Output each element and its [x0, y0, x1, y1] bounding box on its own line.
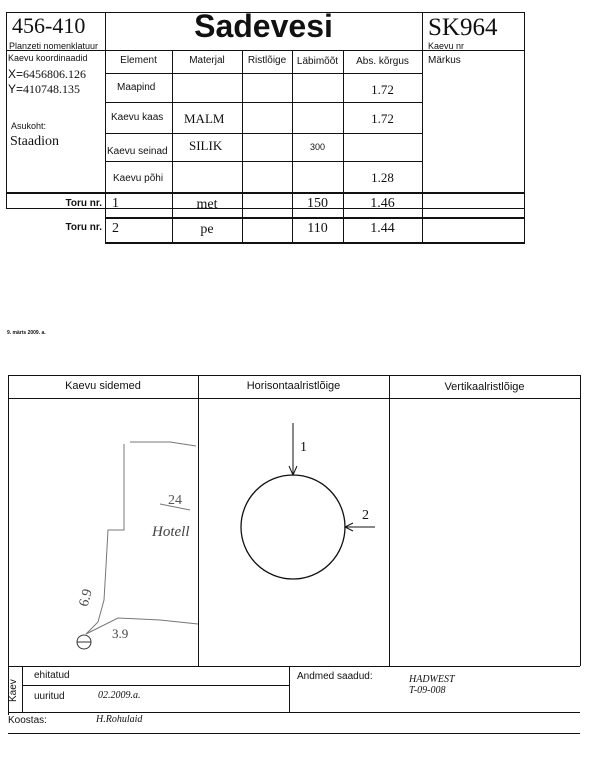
pipe-1-marker: 1 — [300, 440, 307, 455]
pipe-nr: 2 — [112, 221, 119, 236]
footer-built-label: ehitatud — [34, 670, 70, 681]
footer-author-line — [8, 733, 580, 734]
footer-data-from-value2: T-09-008 — [409, 685, 446, 696]
panel-title-horizontal: Horisontaalristlõige — [246, 380, 341, 392]
pipe-materjal: pe — [200, 222, 214, 237]
header-korgus: Abs. kõrgus — [356, 56, 409, 67]
footer-built-line — [22, 685, 289, 686]
coord-y-label: Y= — [8, 82, 24, 96]
header-labimoot: Läbimõõt — [296, 56, 339, 67]
coord-x-value: 6456806.126 — [23, 67, 87, 81]
row-labimoot: 300 — [309, 142, 326, 152]
coord-x-label: X= — [8, 67, 24, 81]
footer-kaev-sep — [22, 666, 23, 712]
row-korgus: 1.72 — [371, 111, 394, 126]
header-markus: Märkus — [428, 55, 461, 66]
sketch-dim-side: 6.9 — [76, 587, 96, 609]
pipe-labimoot: 150 — [307, 196, 328, 211]
coords-caption: Kaevu koordinaadid — [8, 53, 88, 63]
sheet-code: 456-410 — [12, 13, 86, 38]
date-note: 9. märts 2009. a. — [7, 330, 46, 336]
row-materjal: MALM — [184, 111, 225, 126]
well-id-caption: Kaevu nr — [428, 41, 465, 51]
header-materjal: Materjal — [189, 55, 225, 66]
header-element: Element — [120, 55, 157, 66]
row-korgus: 1.72 — [371, 82, 394, 97]
footer-data-from-value1: HADWEST — [409, 674, 455, 685]
row-element: Maapind — [117, 82, 156, 93]
pipe-labimoot: 110 — [307, 221, 328, 236]
footer-surveyed-label: uuritud — [34, 691, 65, 702]
row-korgus: 1.28 — [371, 170, 394, 185]
footer-surveyed-value: 02.2009.a. — [98, 690, 141, 701]
footer-mid-sep — [289, 666, 290, 712]
location-value: Staadion — [10, 134, 59, 149]
page-title: Sadevesi — [194, 8, 333, 44]
well-id: SK964 — [428, 14, 498, 41]
sketch-dim-bottom: 3.9 — [112, 626, 129, 641]
pipe-korgus: 1.44 — [370, 221, 395, 236]
pipe-korgus: 1.46 — [370, 196, 395, 211]
row-element: Kaevu kaas — [111, 112, 164, 123]
pipe-materjal: met — [196, 197, 218, 212]
footer-data-from-label: Andmed saadud: — [297, 671, 373, 682]
panel-title-vertical: Vertikaalristlõige — [444, 381, 525, 393]
panel-title-connections: Kaevu sidemed — [65, 380, 141, 392]
footer-author-label: Koostas: — [8, 715, 47, 726]
row-materjal: SILIK — [189, 138, 223, 153]
footer-top-line — [8, 666, 580, 667]
footer-author-value: H.Rohulaid — [96, 714, 143, 725]
pipe-label: Toru nr. — [65, 222, 102, 233]
footer-kaev-label: Kaev — [8, 679, 19, 702]
pipe-nr: 1 — [112, 196, 119, 211]
sketch-building-label: Hotell — [152, 524, 190, 540]
row-element: Kaevu seinad — [107, 146, 168, 157]
row-element: Kaevu põhi — [113, 173, 164, 184]
footer-bottom-line — [8, 712, 580, 713]
sketch-dim-top: 24 — [168, 493, 182, 508]
sheet-code-caption: Planzeti nomenklatuur — [9, 41, 99, 51]
location-caption: Asukoht: — [11, 121, 47, 131]
header-ristloige: Ristlõige — [247, 55, 287, 66]
pipe-label: Toru nr. — [65, 198, 102, 209]
pipe-2-marker: 2 — [362, 508, 369, 523]
coord-y-value: 410748.135 — [23, 82, 81, 96]
